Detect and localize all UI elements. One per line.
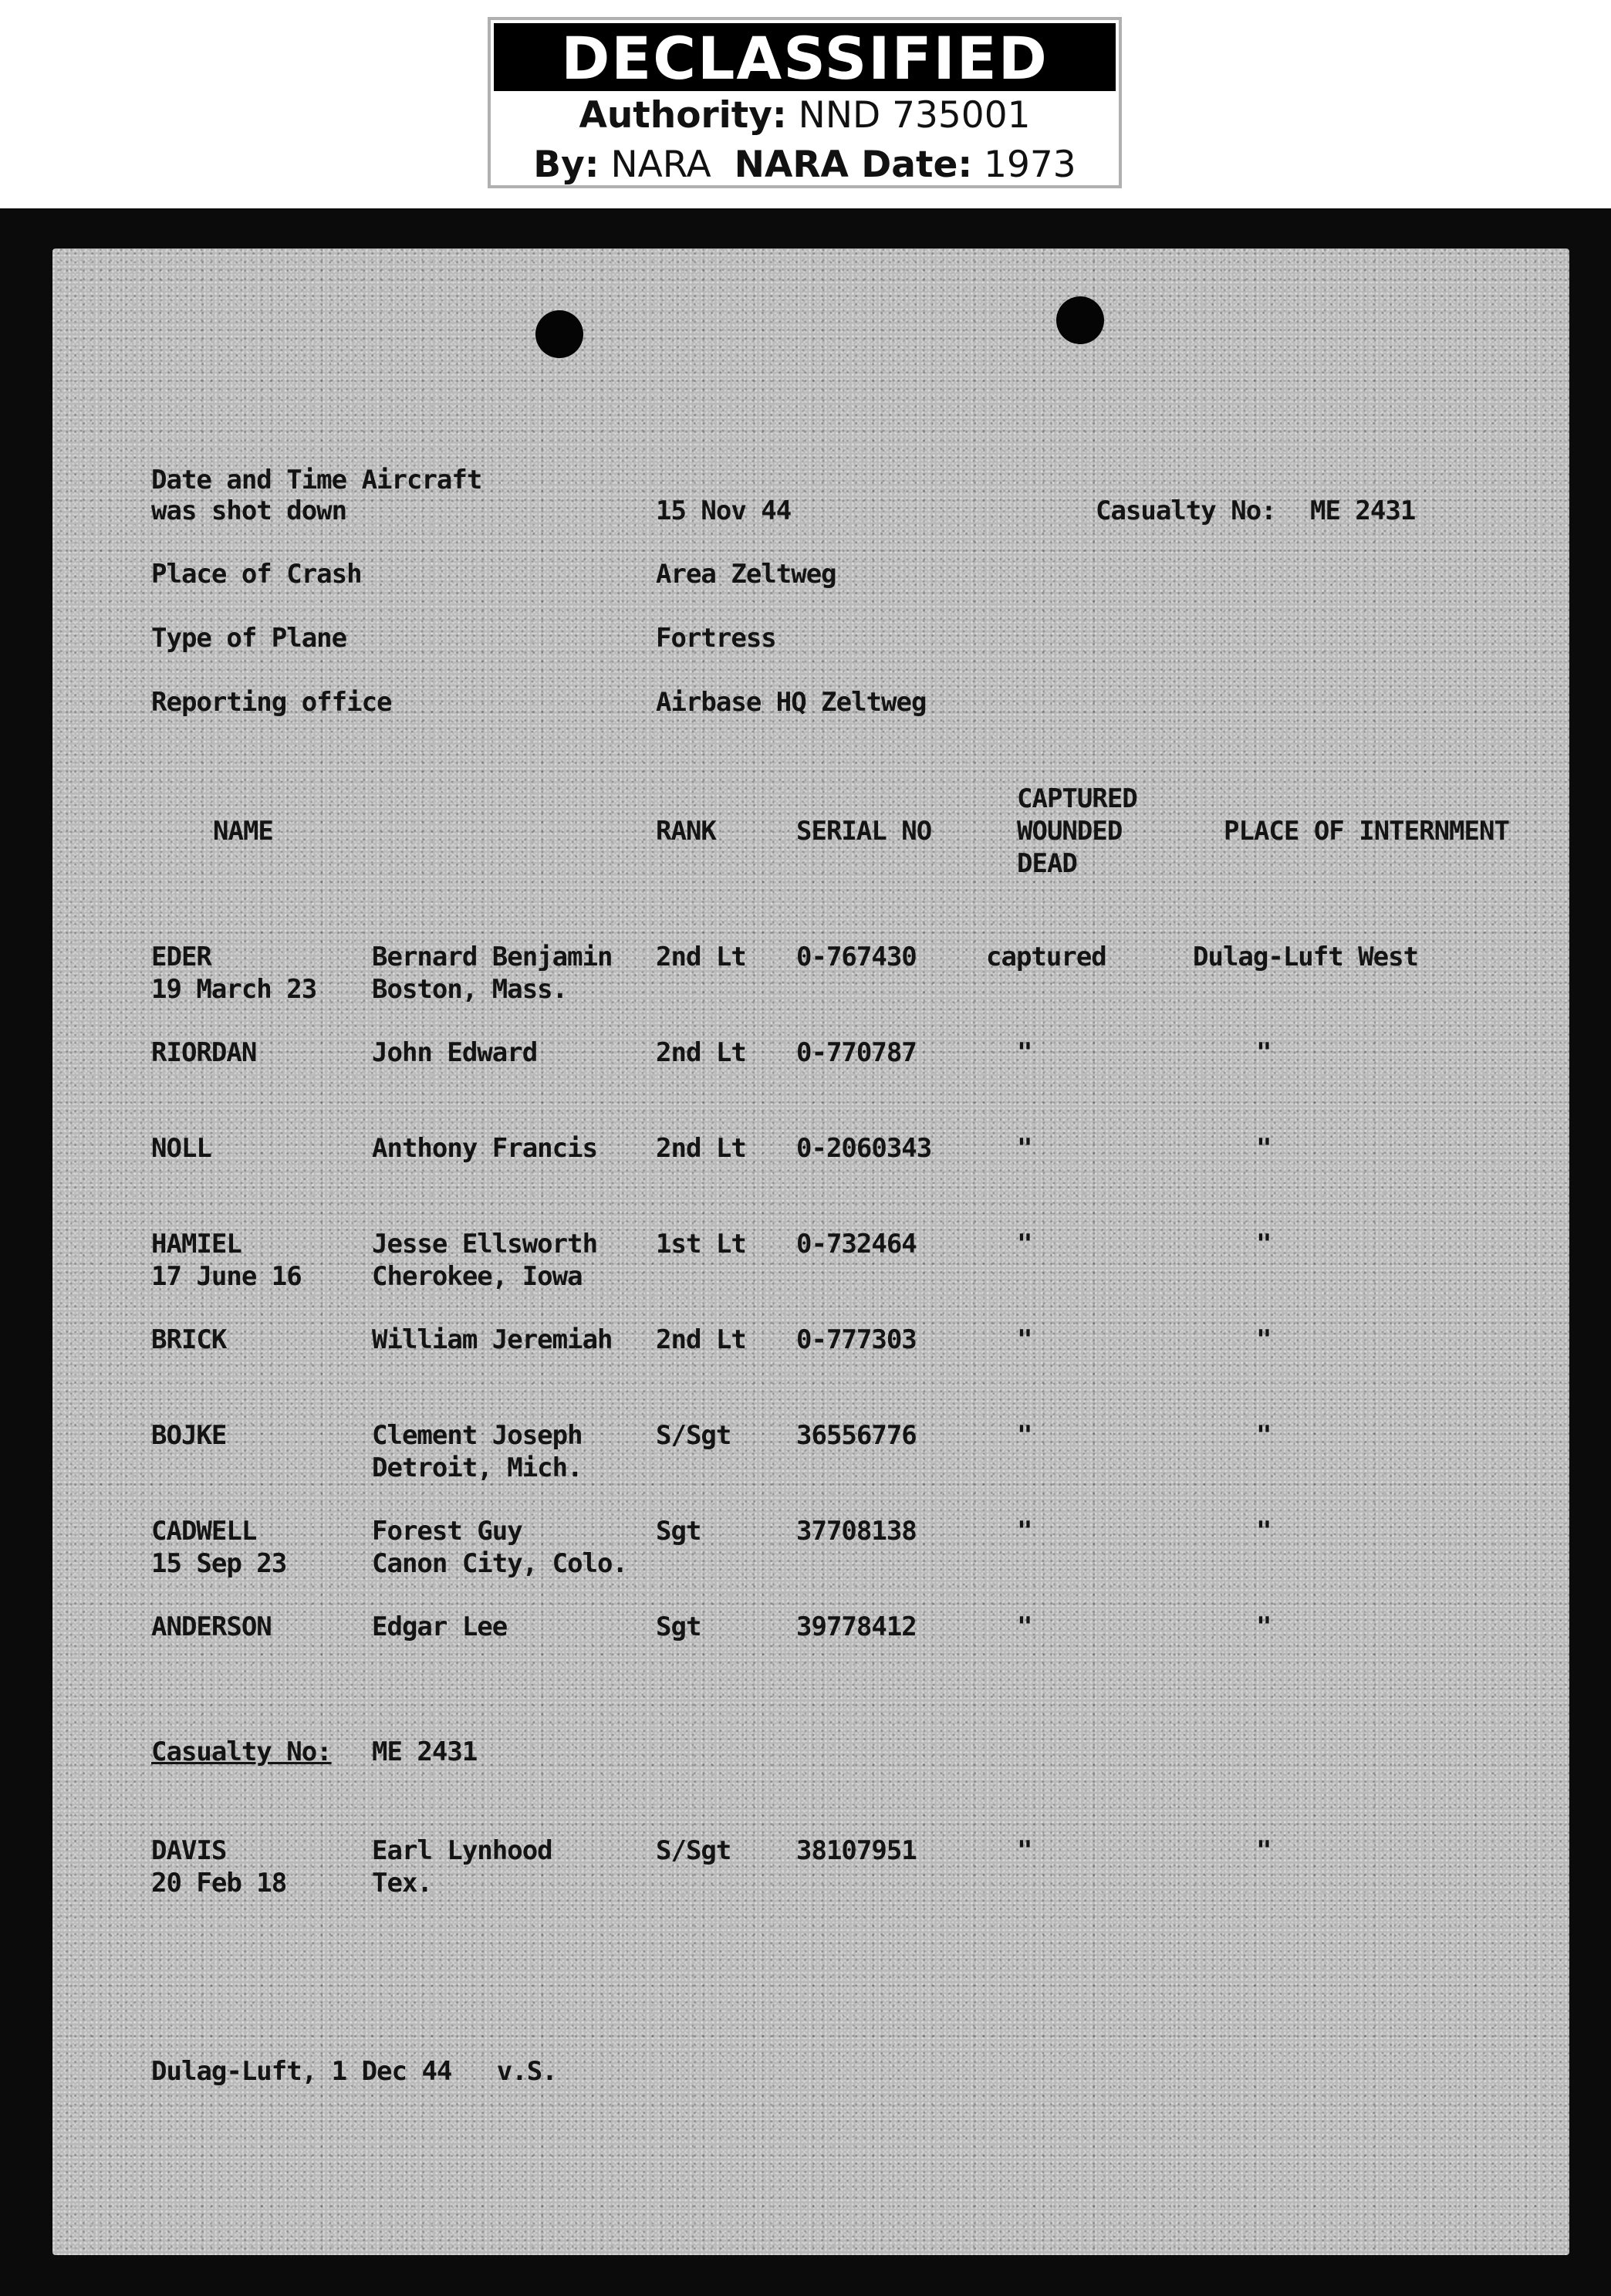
row-dob: 20 Feb 18 (151, 1868, 287, 1899)
row-rank: S/Sgt (656, 1835, 731, 1866)
row-home: Cherokee, Iowa (372, 1261, 583, 1292)
declassified-stamp (488, 17, 1122, 188)
row-status: " (1017, 1516, 1032, 1547)
row-place: " (1256, 1037, 1272, 1068)
stamp-date-value: 1973 (984, 144, 1076, 186)
row-dob: 19 March 23 (151, 974, 317, 1005)
col-status-dead: DEAD (1017, 848, 1077, 879)
row-status: " (1017, 1324, 1032, 1355)
row-status: " (1017, 1835, 1032, 1866)
row-surname: BOJKE (151, 1420, 227, 1451)
office-label: Reporting office (151, 687, 392, 718)
row-rank: 2nd Lt (656, 1037, 746, 1068)
row-given: John Edward (372, 1037, 538, 1068)
row-rank: Sgt (656, 1516, 701, 1547)
row-serial: 0-732464 (796, 1229, 917, 1260)
row-rank: Sgt (656, 1611, 701, 1642)
office-value: Airbase HQ Zeltweg (656, 687, 927, 718)
col-place: PLACE OF INTERNMENT (1224, 816, 1509, 847)
row-serial: 0-770787 (796, 1037, 917, 1068)
second-casualty-label: Casualty No: (151, 1736, 332, 1767)
row-dob: 15 Sep 23 (151, 1548, 287, 1579)
col-name: NAME (213, 816, 273, 847)
row-home: Tex. (372, 1868, 432, 1899)
stamp-by-label: By: (533, 144, 599, 186)
row-rank: 1st Lt (656, 1229, 746, 1260)
row-place: " (1256, 1229, 1272, 1260)
row-serial: 0-767430 (796, 942, 917, 972)
plane-value: Fortress (656, 623, 776, 654)
casualty-value: ME 2431 (1310, 495, 1416, 526)
stamp-by (491, 140, 1119, 190)
row-status: " (1017, 1420, 1032, 1451)
date-label-line2: was shot down (151, 495, 347, 526)
row-surname: EDER (151, 942, 211, 972)
stamp-title: DECLASSIFIED (494, 23, 1116, 91)
row-given: Edgar Lee (372, 1611, 508, 1642)
row-status: " (1017, 1037, 1032, 1068)
row-given: Jesse Ellsworth (372, 1229, 598, 1260)
row-serial: 39778412 (796, 1611, 917, 1642)
row-home: Canon City, Colo. (372, 1548, 627, 1579)
row-home: Detroit, Mich. (372, 1452, 583, 1483)
row-serial: 0-2060343 (796, 1133, 932, 1164)
row-dob: 17 June 16 (151, 1261, 302, 1292)
crash-label: Place of Crash (151, 559, 362, 590)
row-place: " (1256, 1835, 1272, 1866)
row-serial: 0-777303 (796, 1324, 917, 1355)
row-place: " (1256, 1516, 1272, 1547)
row-surname: CADWELL (151, 1516, 257, 1547)
row-status: " (1017, 1133, 1032, 1164)
footer-signature: Dulag-Luft, 1 Dec 44 v.S. (151, 2056, 557, 2087)
row-rank: 2nd Lt (656, 1324, 746, 1355)
row-serial: 36556776 (796, 1420, 917, 1451)
row-given: Clement Joseph (372, 1420, 583, 1451)
stamp-authority-label: Authority: (579, 94, 787, 137)
row-status: " (1017, 1229, 1032, 1260)
row-rank: S/Sgt (656, 1420, 731, 1451)
col-rank: RANK (656, 816, 716, 847)
col-serial: SERIAL NO (796, 816, 932, 847)
row-surname: ANDERSON (151, 1611, 272, 1642)
col-status-captured: CAPTURED (1017, 783, 1137, 814)
row-place: " (1256, 1420, 1272, 1451)
stamp-by-value: NARA (610, 144, 711, 186)
row-status: captured (986, 942, 1106, 972)
punch-hole-right (1056, 296, 1104, 344)
row-given: Bernard Benjamin (372, 942, 613, 972)
scanned-document (0, 208, 1611, 2296)
row-home: Boston, Mass. (372, 974, 568, 1005)
row-given: Anthony Francis (372, 1133, 598, 1164)
crash-value: Area Zeltweg (656, 559, 836, 590)
row-given: Forest Guy (372, 1516, 522, 1547)
date-value: 15 Nov 44 (656, 495, 792, 526)
second-casualty-value: ME 2431 (372, 1736, 478, 1767)
row-surname: HAMIEL (151, 1229, 241, 1260)
stamp-date-label: NARA Date: (734, 144, 973, 186)
casualty-label: Casualty No: (1096, 495, 1276, 526)
row-surname: NOLL (151, 1133, 211, 1164)
row-serial: 37708138 (796, 1516, 917, 1547)
row-place: Dulag-Luft West (1193, 942, 1419, 972)
row-rank: 2nd Lt (656, 1133, 746, 1164)
row-given: Earl Lynhood (372, 1835, 552, 1866)
punch-hole-left (535, 310, 583, 358)
plane-label: Type of Plane (151, 623, 347, 654)
stamp-authority-value: NND 735001 (798, 94, 1031, 137)
row-serial: 38107951 (796, 1835, 917, 1866)
row-place: " (1256, 1324, 1272, 1355)
row-surname: DAVIS (151, 1835, 227, 1866)
row-surname: RIORDAN (151, 1037, 257, 1068)
date-label-line1: Date and Time Aircraft (151, 465, 482, 495)
stamp-authority (491, 91, 1119, 140)
row-surname: BRICK (151, 1324, 227, 1355)
row-place: " (1256, 1611, 1272, 1642)
row-rank: 2nd Lt (656, 942, 746, 972)
row-given: William Jeremiah (372, 1324, 613, 1355)
paper-sheet (52, 249, 1569, 2255)
row-status: " (1017, 1611, 1032, 1642)
col-status-wounded: WOUNDED (1017, 816, 1123, 847)
row-place: " (1256, 1133, 1272, 1164)
